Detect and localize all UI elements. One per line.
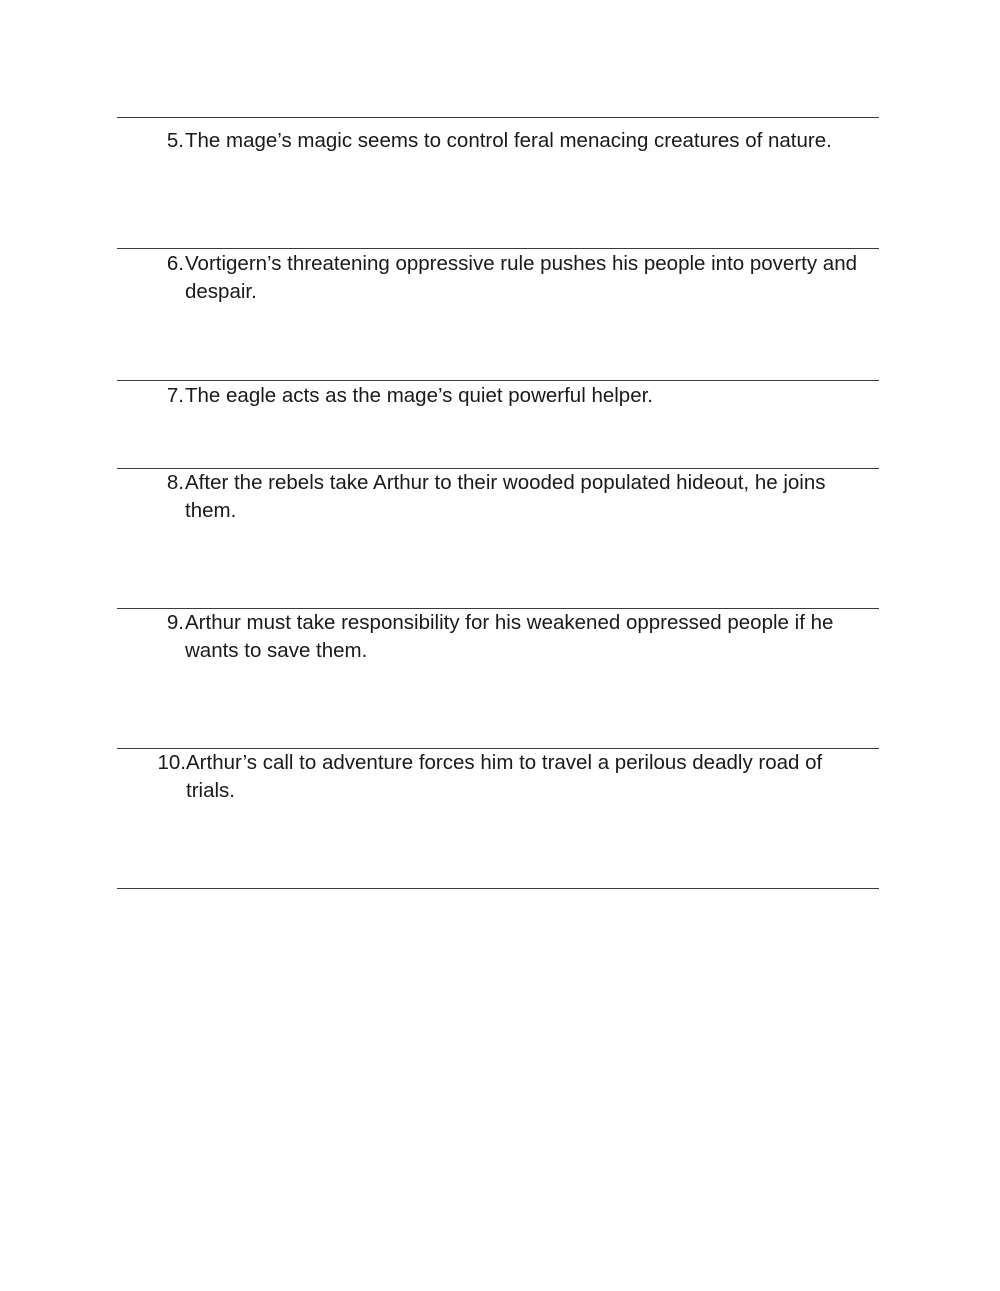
question-text: Vortigern’s threatening oppressive rule pushes his people into poverty and despair. <box>185 252 857 303</box>
question-text: Arthur’s call to adventure forces him to travel a perilous deadly road of trials. <box>186 751 823 802</box>
question-number: 5. <box>166 129 184 152</box>
answer-line <box>117 117 879 118</box>
answer-line <box>117 248 879 249</box>
question-text: The eagle acts as the mage’s quiet powerful helper. <box>185 384 653 407</box>
question-number: 10. <box>157 751 186 774</box>
question-number: 9. <box>166 611 184 634</box>
question-item <box>150 250 870 306</box>
question-text: After the rebels take Arthur to their wooded populated hideout, he joins them. <box>185 471 826 522</box>
answer-line <box>117 380 879 381</box>
question-item <box>150 469 870 525</box>
answer-line <box>117 888 879 889</box>
question-text: The mage’s magic seems to control feral menacing creatures of nature. <box>185 129 832 152</box>
question-number: 7. <box>166 384 184 407</box>
question-item <box>150 609 870 665</box>
question-number: 6. <box>166 252 184 275</box>
question-item <box>150 127 870 155</box>
question-item <box>150 749 870 805</box>
question-text: Arthur must take responsibility for his weakened oppressed people if he wants to save them. <box>185 611 834 662</box>
question-number: 8. <box>166 471 184 494</box>
question-item <box>150 382 870 410</box>
